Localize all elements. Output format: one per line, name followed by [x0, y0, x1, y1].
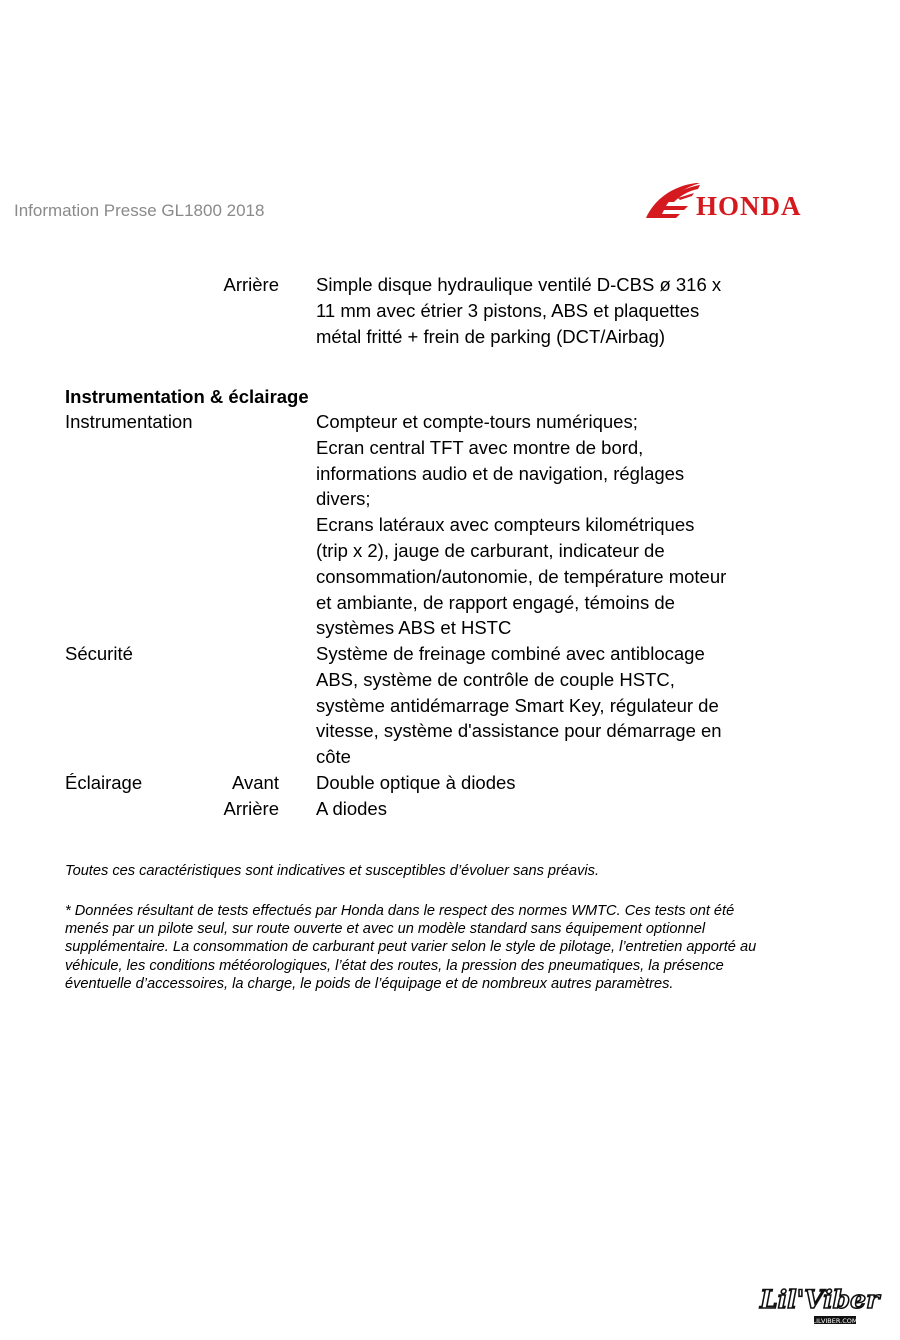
footnote-line: * Données résultant de tests effectués par Honda dans le respect des normes WMTC. Ces tests ont été [65, 903, 735, 919]
brake-rear-line: métal fritté + frein de parking (DCT/Airbag) [316, 325, 666, 347]
eclairage-front-value: Double optique à diodes [316, 772, 516, 793]
instrumentation-line: (trip x 2), jauge de carburant, indicateur de [316, 539, 665, 561]
brake-rear-line: Simple disque hydraulique ventilé D-CBS ø 316 x [316, 274, 722, 295]
instrumentation-label: Instrumentation [65, 411, 193, 432]
eclairage-front-label: Avant [232, 772, 279, 793]
honda-wordmark: HONDA [696, 191, 802, 221]
instrumentation-line: Compteur et compte-tours numériques; [316, 411, 638, 432]
securite-line: ABS, système de contrôle de couple HSTC, [316, 668, 675, 690]
instrumentation-line: divers; [316, 488, 371, 510]
securite-label: Sécurité [65, 643, 133, 664]
instrumentation-line: Ecran central TFT avec montre de bord, [316, 436, 644, 458]
watermark-text: Lil'Viber [760, 1285, 880, 1314]
instrumentation-line: Ecrans latéraux avec compteurs kilométriques [316, 514, 695, 536]
disclaimer-note: Toutes ces caractéristiques sont indicatives et susceptibles d’évoluer sans préavis. [65, 863, 600, 879]
watermark-site: LILVIBER.COM [812, 1317, 858, 1325]
eclairage-rear-label: Arrière [223, 798, 279, 819]
footnote [65, 902, 835, 993]
footnote-line: véhicule, les conditions météorologiques, l’état des routes, la pression des pneumatiques, la présence [65, 957, 724, 974]
securite-line: vitesse, système d'assistance pour démarrage en [316, 720, 722, 742]
footnote-line: supplémentaire. La consommation de carburant peut varier selon le style de pilotage, l’entretien apporté au [65, 939, 757, 956]
securite-value [316, 641, 766, 770]
instrumentation-value [316, 409, 766, 641]
securite-line: côte [316, 746, 351, 768]
footnote-line: menés par un pilote seul, sur route ouverte et avec un modèle standard sans équipement optionnel [65, 921, 706, 938]
instrumentation-line: consommation/autonomie, de température moteur [316, 565, 727, 587]
brake-rear-line: 11 mm avec étrier 3 pistons, ABS et plaquettes [316, 299, 700, 321]
brake-rear-label: Arrière [223, 274, 279, 295]
instrumentation-line: et ambiante, de rapport engagé, témoins de [316, 591, 675, 613]
eclairage-label: Éclairage [65, 772, 143, 793]
instrumentation-line: systèmes ABS et HSTC [316, 617, 512, 639]
section-title-instrumentation: Instrumentation & éclairage [65, 386, 309, 407]
press-info-title: Information Presse GL1800 2018 [14, 201, 265, 220]
instrumentation-line: informations audio et de navigation, réglages [316, 462, 685, 484]
honda-logo [644, 182, 866, 222]
brake-rear-value [316, 272, 766, 349]
securite-line: Système de freinage combiné avec antiblocage [316, 643, 705, 664]
footnote-line: éventuelle d’accessoires, la charge, le poids de l’équipage et de nombreux autres paramètres. [65, 975, 674, 992]
watermark-logo [756, 1276, 886, 1328]
eclairage-rear-value: A diodes [316, 798, 387, 819]
securite-line: système antidémarrage Smart Key, régulateur de [316, 694, 719, 716]
